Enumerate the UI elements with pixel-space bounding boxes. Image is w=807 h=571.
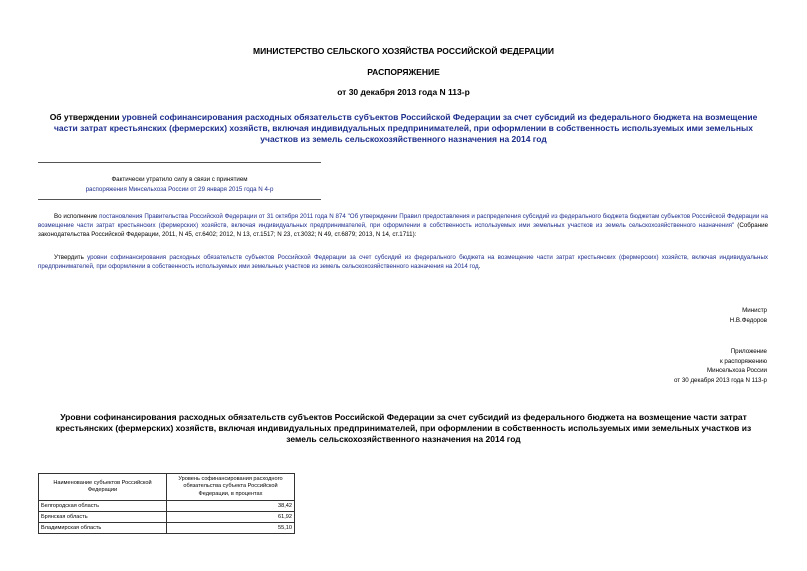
- preamble-suffix: (Собрание законодательства Российской Федерации, 2011, N 45, ст.6402; 2012, N 13, ст.1517; N 23, ст.3032; N 49, ст.6879; 2013, N 14, ст.1711):: [38, 222, 769, 239]
- title-link[interactable]: уровней софинансирования расходных обязательств субъектов Российской Федерации за счет субсидий из федерального бюджета на возмещение части затрат крестьянских (фермерских) хозяйств, включая индивидуальных предпринимателей, при оформлении в собственность используемых ими земельных участков из земель сельскохозяйственного назначения на 2014 год: [53, 112, 758, 144]
- appendix-line-3: Минсельхоза России: [707, 367, 767, 374]
- appendix-line-1: Приложение: [730, 348, 767, 355]
- document-type-heading: РАСПОРЯЖЕНИЕ: [367, 67, 440, 77]
- preamble-prefix: Во исполнение: [54, 213, 100, 220]
- table-row: [39, 512, 295, 523]
- lost-force-link[interactable]: распоряжения Минсельхоза России от 29 января 2015 года N 4-р: [85, 185, 274, 193]
- title-prefix: Об утверждении: [49, 112, 122, 122]
- approve-prefix: Утвердить: [54, 254, 88, 261]
- appendix-line-2: к распоряжению: [719, 357, 767, 365]
- approve-suffix: .: [478, 263, 481, 271]
- region-level: 38,42: [167, 501, 295, 512]
- signature-role: Министр: [742, 307, 767, 314]
- appendix-title: Уровни софинансирования расходных обязательств субъектов Российской Федерации за счет субсидий из федерального бюджета на возмещение части затрат крестьянских (фермерских) хозяйств, включая индивидуальных предпринимателей, при оформлении в собственность используемых ими земельных участков из земель сельскохозяйственного назначения на 2014 год: [55, 412, 752, 444]
- approve-link[interactable]: уровни софинансирования расходных обязательств субъектов Российской Федерации за счет субсидий из федерального бюджета на возмещение части затрат крестьянских (фермерских) хозяйств, включая индивидуальных предпринимателей, при оформлении в собственность используемых ими земельных участков из земель сельскохозяйственного назначения на 2014 год: [38, 254, 768, 271]
- region-name: Брянская область: [39, 512, 167, 523]
- document-date-number: от 30 декабря 2013 года N 113-р: [337, 87, 470, 97]
- table-header-row: [39, 474, 295, 501]
- preamble-link[interactable]: постановления Правительства Российской Федерации от 31 октября 2011 года N 874 "Об утверждении Правил предоставления и распределения субсидий из федерального бюджета бюджетам субъектов Российской Федерации на возмещение части затрат крестьянских (фермерских) хозяйств, включая индивидуальных предпринимателей, при оформлении в собственность используемых ими земельных участков из земель сельскохозяйственного назначения": [38, 213, 768, 230]
- region-level: 61,92: [167, 512, 295, 523]
- lost-force-note: [38, 175, 321, 194]
- divider-top: [38, 162, 321, 163]
- appendix-line-4: от 30 декабря 2013 года N 113-р: [673, 376, 767, 384]
- table-row: [39, 523, 295, 534]
- divider-bottom: [38, 199, 321, 200]
- regions-table: [38, 473, 295, 534]
- column-header-level: Уровень софинансирования расходного обязательства субъекта Российской Федерации, в процентах: [167, 474, 295, 501]
- region-level: 55,10: [167, 523, 295, 534]
- appendix-block: [674, 347, 767, 385]
- paragraph-approve: [38, 253, 768, 271]
- document-title: [40, 112, 767, 145]
- signature-name: Н.В.Федоров: [729, 316, 767, 324]
- ministry-heading: МИНИСТЕРСТВО СЕЛЬСКОГО ХОЗЯЙСТВА РОССИЙСКОЙ ФЕДЕРАЦИИ: [253, 46, 554, 56]
- lost-force-text: Фактически утратило силу в связи с принятием: [111, 176, 248, 183]
- region-name: Белгородская область: [39, 501, 167, 512]
- column-header-region: Наименование субъектов Российской Федерации: [39, 474, 167, 501]
- table-row: [39, 501, 295, 512]
- paragraph-preamble: [38, 212, 768, 240]
- signature-block: [730, 306, 767, 325]
- region-name: Владимирская область: [39, 523, 167, 534]
